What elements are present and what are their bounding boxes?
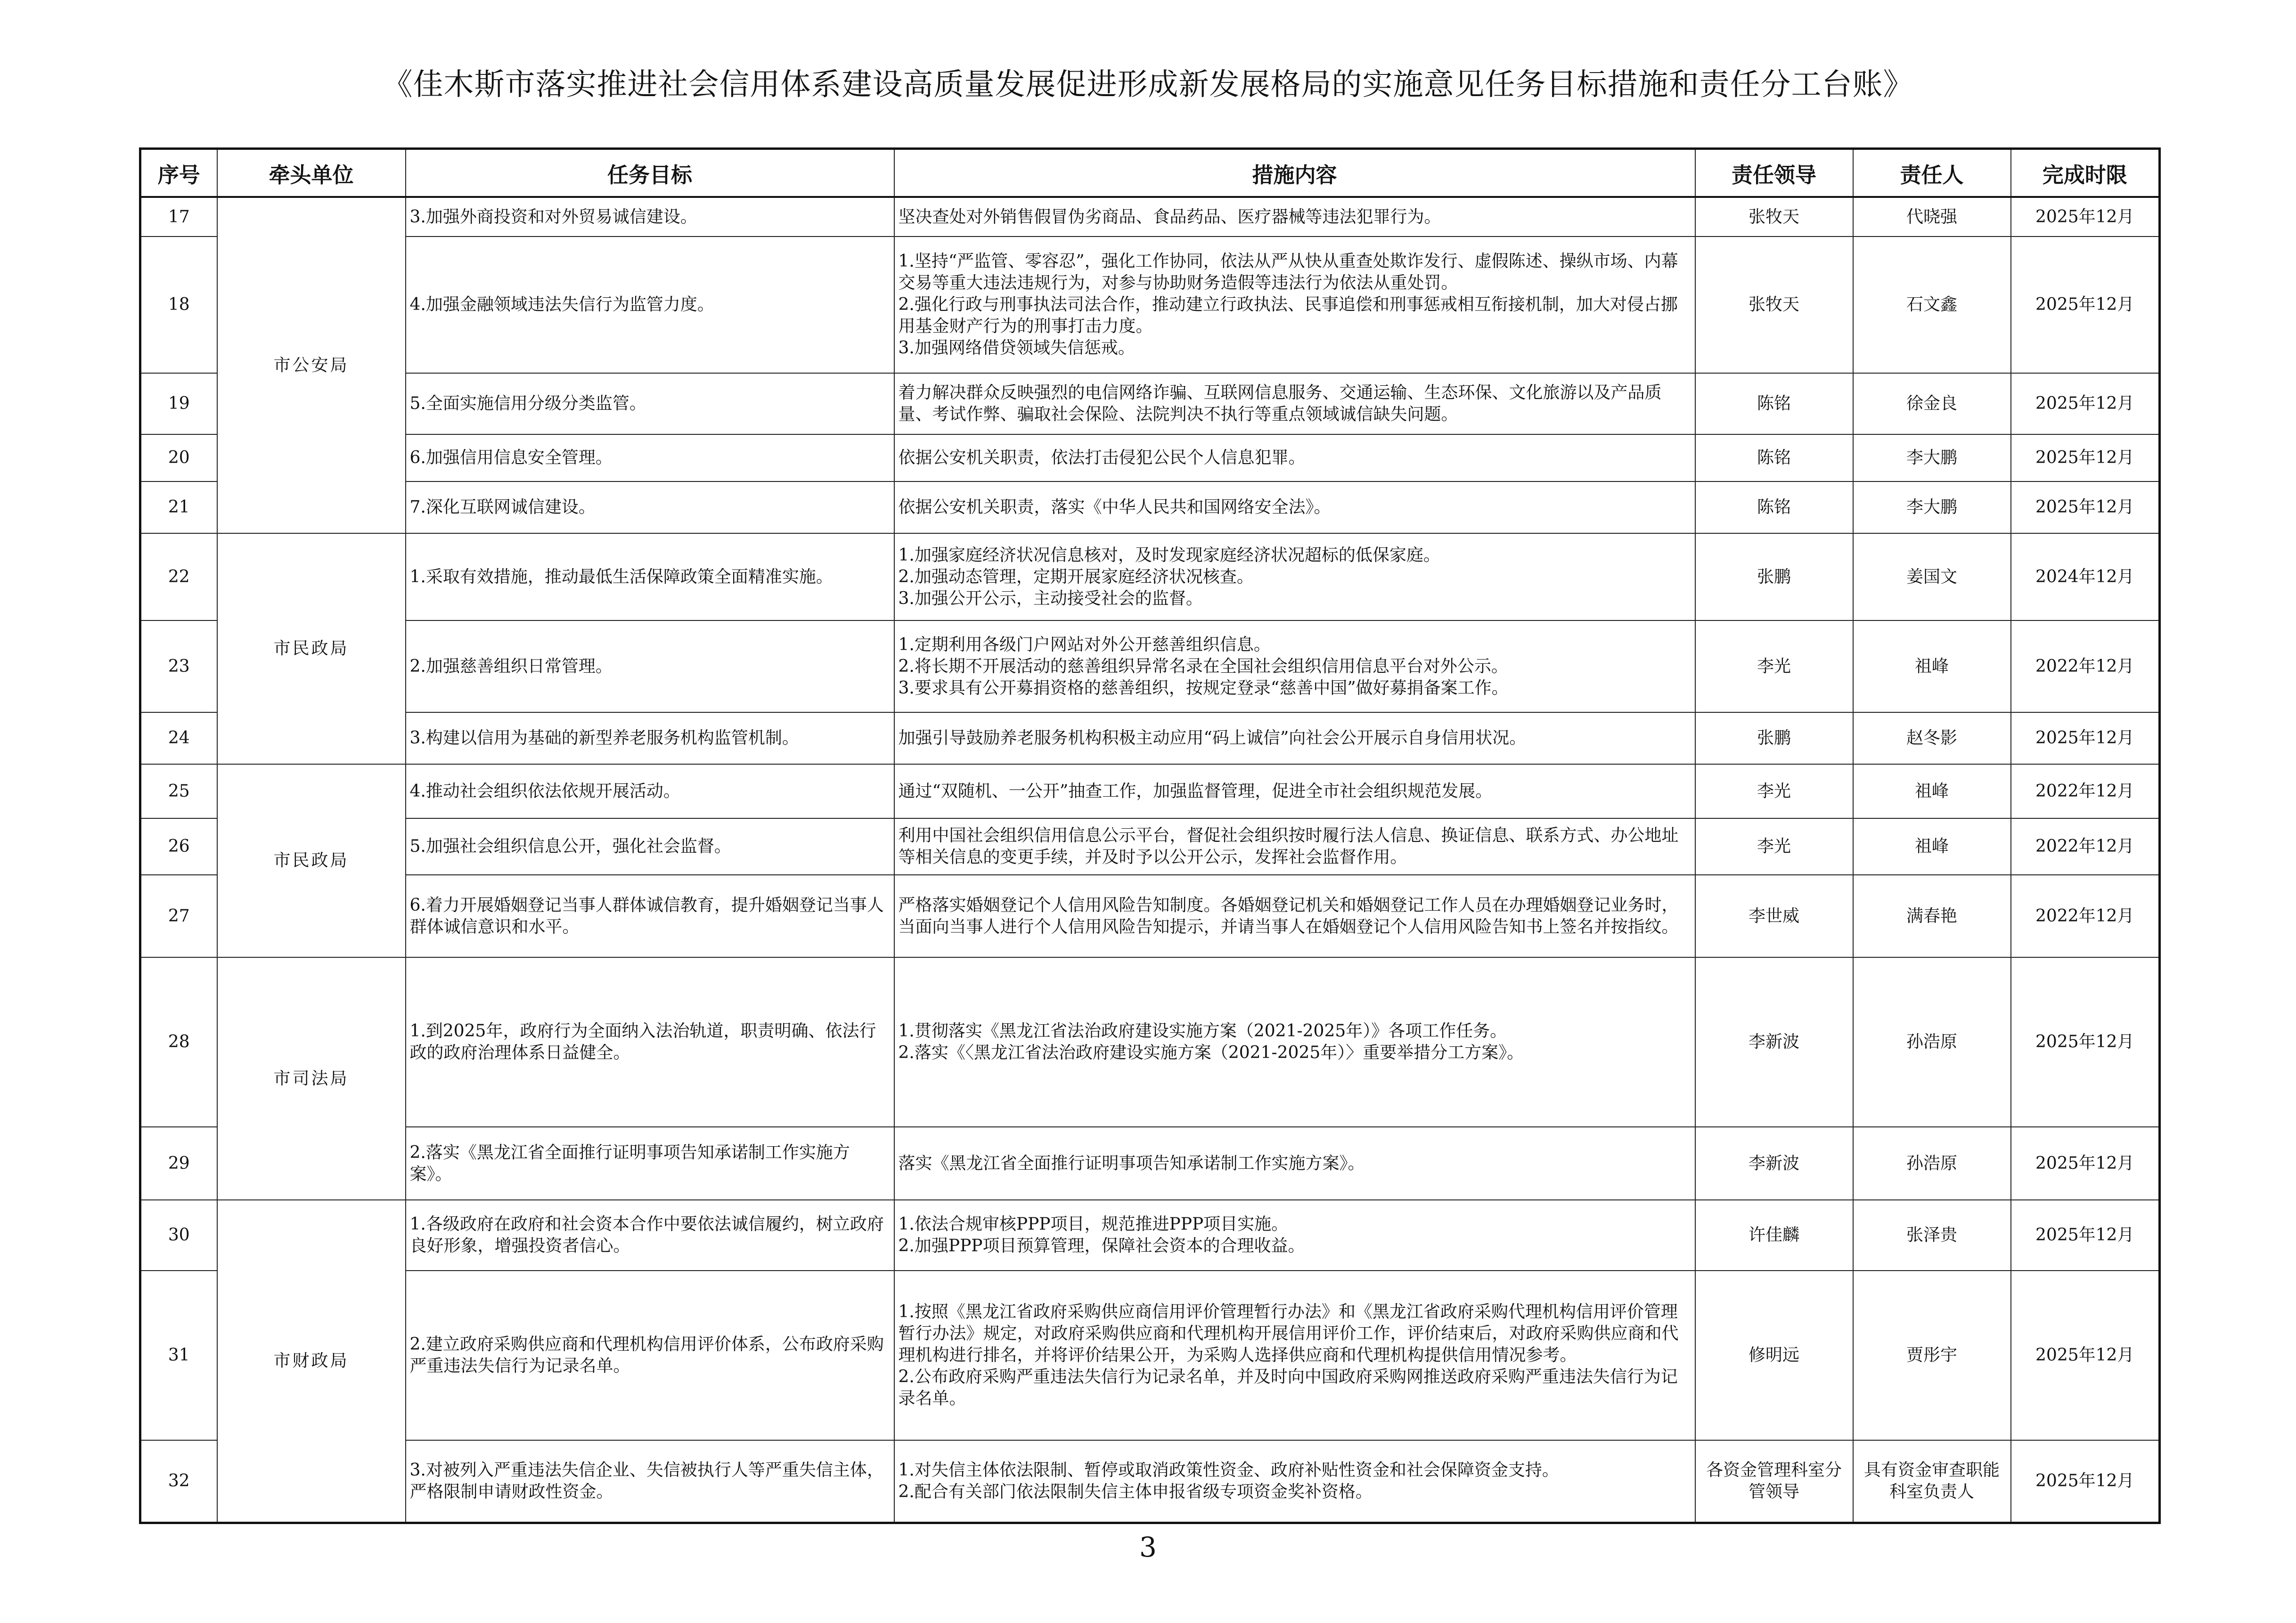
responsible-leader	[1695, 818, 1853, 875]
task-target	[406, 1440, 894, 1523]
responsible-person-line: 祖峰	[1914, 656, 1949, 676]
responsible-leader-line: 张牧天	[1748, 295, 1799, 314]
responsible-leader	[1695, 875, 1853, 957]
deadline: 2025年12月	[2011, 373, 2160, 434]
responsible-leader	[1695, 764, 1853, 818]
header-deadline: 完成时限	[2011, 149, 2160, 197]
responsible-leader	[1695, 434, 1853, 481]
row-serial: 31	[140, 1271, 217, 1440]
task-target-line: 4.推动社会组织依法依规开展活动。	[409, 781, 680, 801]
responsible-leader-line: 李世威	[1748, 906, 1799, 926]
responsible-leader-line: 李新波	[1748, 1032, 1799, 1052]
responsible-leader	[1695, 957, 1853, 1127]
table-row	[140, 764, 2160, 818]
measure-content-line: 坚决查处对外销售假冒伪劣商品、食品药品、医疗器械等违法犯罪行为。	[898, 207, 1441, 227]
responsible-leader-line: 陈铭	[1757, 394, 1791, 413]
measure-content	[894, 1127, 1695, 1200]
task-target-line: 2.加强慈善组织日常管理。	[409, 656, 613, 676]
task-table	[139, 147, 2161, 1524]
task-target	[406, 957, 894, 1127]
responsible-person	[1853, 533, 2011, 620]
measure-content-line: 3.要求具有公开募捐资格的慈善组织，按规定登录“慈善中国”做好募捐备案工作。	[898, 678, 1509, 698]
row-serial: 17	[140, 197, 217, 237]
responsible-leader	[1695, 1200, 1853, 1271]
responsible-person-line: 祖峰	[1914, 837, 1949, 856]
responsible-leader	[1695, 481, 1853, 533]
table-row	[140, 1440, 2160, 1523]
task-target-line: 3.加强外商投资和对外贸易诚信建设。	[409, 207, 697, 227]
deadline: 2024年12月	[2011, 533, 2160, 620]
lead-unit: 市财政局	[217, 1200, 406, 1523]
responsible-leader-line: 陈铭	[1757, 448, 1791, 467]
row-serial: 19	[140, 373, 217, 434]
measure-content	[894, 481, 1695, 533]
row-serial: 28	[140, 957, 217, 1127]
row-serial: 21	[140, 481, 217, 533]
task-target	[406, 481, 894, 533]
responsible-leader-line: 李光	[1757, 837, 1791, 856]
deadline: 2025年12月	[2011, 1200, 2160, 1271]
task-target-line: 6.着力开展婚姻登记当事人群体诚信教育，提升婚姻登记当事人群体诚信意识和水平。	[409, 895, 884, 937]
task-target-line: 6.加强信用信息安全管理。	[409, 448, 613, 467]
measure-content-line: 依据公安机关职责，落实《中华人民共和国网络安全法》。	[898, 498, 1331, 517]
deadline: 2022年12月	[2011, 764, 2160, 818]
measure-content	[894, 957, 1695, 1127]
task-target-line: 1.各级政府在政府和社会资本合作中要依法诚信履约，树立政府良好形象，增强投资者信心。	[409, 1215, 884, 1256]
responsible-leader-line: 李光	[1757, 781, 1791, 801]
page-number: 3	[1139, 1531, 1157, 1563]
header-task-target: 任务目标	[406, 149, 894, 197]
responsible-person	[1853, 1200, 2011, 1271]
responsible-person	[1853, 373, 2011, 434]
responsible-person-line: 贾彤宇	[1906, 1346, 1957, 1365]
responsible-person-line: 徐金良	[1906, 394, 1957, 413]
deadline: 2025年12月	[2011, 1440, 2160, 1523]
measure-content-line: 1.加强家庭经济状况信息核对，及时发现家庭经济状况超标的低保家庭。	[898, 545, 1440, 565]
responsible-person	[1853, 1440, 2011, 1523]
task-target-line: 3.构建以信用为基础的新型养老服务机构监管机制。	[409, 728, 799, 748]
task-target	[406, 533, 894, 620]
deadline: 2025年12月	[2011, 434, 2160, 481]
task-target	[406, 875, 894, 957]
responsible-person	[1853, 1127, 2011, 1200]
task-target	[406, 818, 894, 875]
measure-content-line: 着力解决群众反映强烈的电信网络诈骗、互联网信息服务、交通运输、生态环保、文化旅游以及产品质量、考试作弊、骗取社会保险、法院判决不执行等重点领域诚信缺失问题。	[898, 383, 1662, 424]
task-target-line: 5.加强社会组织信息公开，强化社会监督。	[409, 837, 731, 856]
table-header-row	[140, 149, 2160, 197]
table-row	[140, 481, 2160, 533]
lead-unit: 市民政局	[217, 764, 406, 957]
responsible-leader-line: 各资金管理科室分	[1706, 1460, 1842, 1480]
responsible-person	[1853, 764, 2011, 818]
row-serial: 29	[140, 1127, 217, 1200]
responsible-person-line: 具有资金审查职能	[1863, 1460, 2000, 1480]
header-responsible-person: 责任人	[1853, 149, 2011, 197]
deadline: 2025年12月	[2011, 1271, 2160, 1440]
measure-content	[894, 434, 1695, 481]
responsible-leader-line: 修明远	[1748, 1346, 1799, 1365]
table-row	[140, 1271, 2160, 1440]
measure-content	[894, 875, 1695, 957]
table-row	[140, 875, 2160, 957]
task-target	[406, 620, 894, 712]
responsible-leader-line: 张鹏	[1757, 728, 1791, 748]
measure-content-line: 2.将长期不开展活动的慈善组织异常名录在全国社会组织信用信息平台对外公示。	[898, 656, 1508, 676]
measure-content-line: 严格落实婚姻登记个人信用风险告知制度。各婚姻登记机关和婚姻登记工作人员在办理婚姻登记业务时，当面向当事人进行个人信用风险告知提示，并请当事人在婚姻登记个人信用风险告知书上签名并按指纹。	[898, 895, 1679, 937]
task-target	[406, 1271, 894, 1440]
responsible-leader	[1695, 533, 1853, 620]
row-serial: 27	[140, 875, 217, 957]
deadline: 2025年12月	[2011, 712, 2160, 764]
measure-content	[894, 373, 1695, 434]
deadline: 2025年12月	[2011, 197, 2160, 237]
responsible-leader-line: 张鹏	[1757, 567, 1791, 587]
table-row	[140, 373, 2160, 434]
task-target	[406, 764, 894, 818]
task-target-line: 5.全面实施信用分级分类监管。	[409, 394, 646, 413]
deadline: 2025年12月	[2011, 957, 2160, 1127]
lead-unit: 市民政局	[217, 533, 406, 764]
measure-content-line: 2.加强动态管理，定期开展家庭经济状况核查。	[898, 567, 1254, 587]
responsible-person	[1853, 237, 2011, 373]
measure-content-line: 3.加强网络借贷领域失信惩戒。	[898, 338, 1135, 358]
measure-content-line: 加强引导鼓励养老服务机构积极主动应用“码上诚信”向社会公开展示自身信用状况。	[898, 728, 1527, 748]
responsible-person-line: 祖峰	[1914, 781, 1949, 801]
responsible-person-line: 李大鹏	[1906, 448, 1957, 467]
deadline: 2022年12月	[2011, 875, 2160, 957]
deadline: 2025年12月	[2011, 237, 2160, 373]
responsible-person-line: 孙浩原	[1906, 1032, 1957, 1052]
responsible-person	[1853, 1271, 2011, 1440]
deadline: 2025年12月	[2011, 481, 2160, 533]
responsible-leader	[1695, 373, 1853, 434]
task-target	[406, 434, 894, 481]
responsible-person-line: 满春艳	[1906, 906, 1957, 926]
measure-content	[894, 712, 1695, 764]
measure-content-line: 1.依法合规审核PPP项目，规范推进PPP项目实施。	[898, 1215, 1289, 1234]
measure-content	[894, 237, 1695, 373]
responsible-leader	[1695, 1127, 1853, 1200]
document-title: 《佳木斯市落实推进社会信用体系建设高质量发展促进形成新发展格局的实施意见任务目标措施和责任分工台账》	[382, 67, 1914, 102]
responsible-leader	[1695, 712, 1853, 764]
header-lead-unit: 牵头单位	[217, 149, 406, 197]
task-target	[406, 1127, 894, 1200]
task-target	[406, 712, 894, 764]
responsible-person-line: 科室负责人	[1889, 1482, 1974, 1501]
measure-content-line: 2.强化行政与刑事执法司法合作，推动建立行政执法、民事追偿和刑事惩戒相互衔接机制，加大对侵占挪用基金财产行为的刑事打击力度。	[898, 295, 1678, 336]
task-target-line: 7.深化互联网诚信建设。	[409, 498, 596, 517]
task-target-line: 4.加强金融领域违法失信行为监管力度。	[409, 295, 714, 314]
responsible-leader-line: 陈铭	[1757, 498, 1791, 517]
row-serial: 30	[140, 1200, 217, 1271]
measure-content-line: 通过“双随机、一公开”抽查工作，加强监督管理，促进全市社会组织规范发展。	[898, 781, 1493, 801]
task-target-line: 3.对被列入严重违法失信企业、失信被执行人等严重失信主体，严格限制申请财政性资金。	[409, 1460, 884, 1501]
measure-content-line: 3.加强公开公示，主动接受社会的监督。	[898, 588, 1203, 608]
table-row	[140, 712, 2160, 764]
responsible-person	[1853, 481, 2011, 533]
row-serial: 24	[140, 712, 217, 764]
task-target	[406, 1200, 894, 1271]
task-target-line: 1.采取有效措施，推动最低生活保障政策全面精准实施。	[409, 567, 833, 587]
row-serial: 25	[140, 764, 217, 818]
table-row	[140, 533, 2160, 620]
table-row	[140, 197, 2160, 237]
responsible-leader	[1695, 1271, 1853, 1440]
table-row	[140, 434, 2160, 481]
responsible-leader-line: 管领导	[1748, 1482, 1799, 1501]
responsible-leader	[1695, 1440, 1853, 1523]
row-serial: 26	[140, 818, 217, 875]
table-row	[140, 818, 2160, 875]
lead-unit: 市公安局	[217, 197, 406, 533]
responsible-person-line: 石文鑫	[1906, 295, 1957, 314]
responsible-person-line: 赵冬影	[1906, 728, 1957, 748]
measure-content	[894, 1200, 1695, 1271]
header-responsible-leader: 责任领导	[1695, 149, 1853, 197]
measure-content	[894, 620, 1695, 712]
responsible-person-line: 孙浩原	[1906, 1153, 1957, 1173]
responsible-leader-line: 李新波	[1748, 1153, 1799, 1173]
responsible-person	[1853, 712, 2011, 764]
responsible-leader-line: 李光	[1757, 656, 1791, 676]
measure-content-line: 1.定期利用各级门户网站对外公开慈善组织信息。	[898, 635, 1271, 654]
row-serial: 22	[140, 533, 217, 620]
lead-unit: 市司法局	[217, 957, 406, 1200]
table-body	[140, 197, 2160, 1523]
measure-content-line: 1.坚持“严监管、零容忍”，强化工作协同，依法从严从快从重查处欺诈发行、虚假陈述、操纵市场、内幕交易等重大违法违规行为，对参与协助财务造假等违法行为依法从重处罚。	[898, 252, 1678, 293]
measure-content-line: 2.落实《〈黑龙江省法治政府建设实施方案（2021-2025年）〉重要举措分工方案》。	[898, 1043, 1524, 1062]
responsible-leader-line: 许佳麟	[1748, 1225, 1799, 1245]
responsible-person	[1853, 818, 2011, 875]
measure-content-line: 2.配合有关部门依法限制失信主体申报省级专项资金奖补资格。	[898, 1482, 1373, 1501]
measure-content-line: 依据公安机关职责，依法打击侵犯公民个人信息犯罪。	[898, 448, 1306, 467]
measure-content-line: 2.加强PPP项目预算管理，保障社会资本的合理收益。	[898, 1236, 1305, 1256]
deadline: 2022年12月	[2011, 818, 2160, 875]
header-measures: 措施内容	[894, 149, 1695, 197]
measure-content	[894, 764, 1695, 818]
measure-content	[894, 1271, 1695, 1440]
responsible-person	[1853, 620, 2011, 712]
table-row	[140, 237, 2160, 373]
responsible-person-line: 张泽贵	[1906, 1225, 1957, 1245]
task-target-line: 2.建立政府采购供应商和代理机构信用评价体系，公布政府采购严重违法失信行为记录名单。	[409, 1335, 884, 1376]
table-row	[140, 1200, 2160, 1271]
table-row	[140, 620, 2160, 712]
table-row	[140, 1127, 2160, 1200]
measure-content	[894, 197, 1695, 237]
responsible-leader	[1695, 197, 1853, 237]
responsible-leader	[1695, 237, 1853, 373]
measure-content	[894, 533, 1695, 620]
responsible-person-line: 代晓强	[1906, 207, 1957, 227]
row-serial: 20	[140, 434, 217, 481]
measure-content-line: 1.对失信主体依法限制、暂停或取消政策性资金、政府补贴性资金和社会保障资金支持。	[898, 1460, 1559, 1480]
table-row	[140, 957, 2160, 1127]
responsible-leader	[1695, 620, 1853, 712]
measure-content-line: 利用中国社会组织信用信息公示平台，督促社会组织按时履行法人信息、换证信息、联系方式、办公地址等相关信息的变更手续，并及时予以公开公示，发挥社会监督作用。	[898, 826, 1679, 867]
task-target-line: 2.落实《黑龙江省全面推行证明事项告知承诺制工作实施方案》。	[409, 1142, 850, 1184]
task-target	[406, 373, 894, 434]
header-serial: 序号	[140, 149, 217, 197]
measure-content	[894, 818, 1695, 875]
row-serial: 32	[140, 1440, 217, 1523]
measure-content-line: 落实《黑龙江省全面推行证明事项告知承诺制工作实施方案》。	[898, 1153, 1365, 1173]
responsible-leader-line: 张牧天	[1748, 207, 1799, 227]
measure-content-line: 2.公布政府采购严重违法失信行为记录名单，并及时向中国政府采购网推送政府采购严重违法失信行为记录名单。	[898, 1367, 1678, 1408]
responsible-person	[1853, 875, 2011, 957]
task-target	[406, 197, 894, 237]
row-serial: 18	[140, 237, 217, 373]
measure-content-line: 1.贯彻落实《黑龙江省法治政府建设实施方案（2021-2025年）》各项工作任务。	[898, 1021, 1507, 1041]
responsible-person	[1853, 957, 2011, 1127]
responsible-person	[1853, 197, 2011, 237]
measure-content	[894, 1440, 1695, 1523]
responsible-person-line: 李大鹏	[1906, 498, 1957, 517]
task-target	[406, 237, 894, 373]
responsible-person	[1853, 434, 2011, 481]
responsible-person-line: 姜国文	[1906, 567, 1957, 587]
task-target-line: 1.到2025年，政府行为全面纳入法治轨道，职责明确、依法行政的政府治理体系日益健全。	[409, 1021, 876, 1062]
measure-content-line: 1.按照《黑龙江省政府采购供应商信用评价管理暂行办法》和《黑龙江省政府采购代理机构信用评价管理暂行办法》规定，对政府采购供应商和代理机构开展信用评价工作，评价结束后，对政府采购供应商和代理机构进行排名，并将评价结果公开，为采购人选择供应商和代理机构提供信用情况参考。	[898, 1302, 1679, 1365]
deadline: 2025年12月	[2011, 1127, 2160, 1200]
deadline: 2022年12月	[2011, 620, 2160, 712]
row-serial: 23	[140, 620, 217, 712]
